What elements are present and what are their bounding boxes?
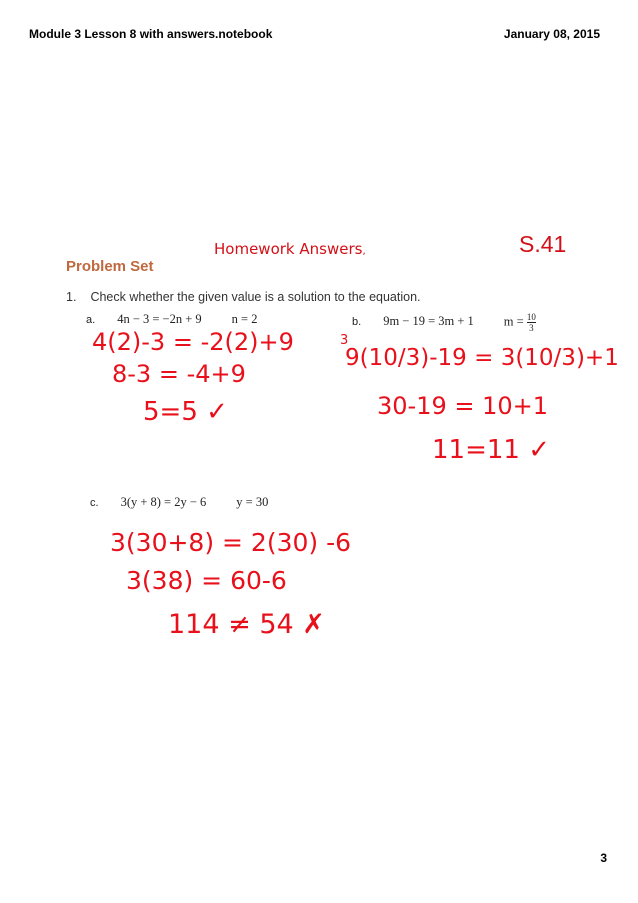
question-number: 1. [66,290,77,304]
hand-b-carry: 3 [340,333,349,348]
problem-set-heading: Problem Set [66,258,154,275]
part-b-label: b. [352,316,362,329]
page-number: 3 [600,851,607,865]
question-prompt: Check whether the given value is a solution to the equation. [90,290,421,304]
part-c-equation: 3(y + 8) = 2y − 6 [120,495,207,509]
part-c-label: c. [90,497,99,509]
part-b-equation: 9m − 19 = 3m + 1 [383,314,474,329]
part-a-equation: 4n − 3 = −2n + 9 [117,312,202,326]
part-c-value: y = 30 [236,495,269,509]
document-date: January 08, 2015 [503,27,600,41]
hand-a-line2: 8-3 = -4+9 [112,360,246,388]
hand-c-line1: 3(30+8) = 2(30) -6 [110,528,352,557]
part-b-value-prefix: m = [503,314,524,329]
fraction-numerator: 10 [526,312,536,322]
homework-title: Homework Answers, [214,240,366,258]
part-a-label: a. [86,314,96,326]
hand-c-line2: 3(38) = 60-6 [126,566,287,595]
hand-b-line3: 11=11 ✓ [432,435,551,465]
hand-b-line2: 30-19 = 10+1 [377,392,549,420]
section-code: S.41 [519,231,567,257]
document-title: Module 3 Lesson 8 with answers.notebook [29,27,273,41]
hand-a-line1: 4(2)-3 = -2(2)+9 [92,328,294,356]
hand-b-line1: 9(10/3)-19 = 3(10/3)+1 [345,345,619,371]
fraction-denominator: 3 [529,323,534,333]
part-a-value: n = 2 [231,312,258,326]
hand-a-line3: 5=5 ✓ [143,397,228,427]
hand-c-line3: 114 ≠ 54 ✗ [168,609,325,640]
